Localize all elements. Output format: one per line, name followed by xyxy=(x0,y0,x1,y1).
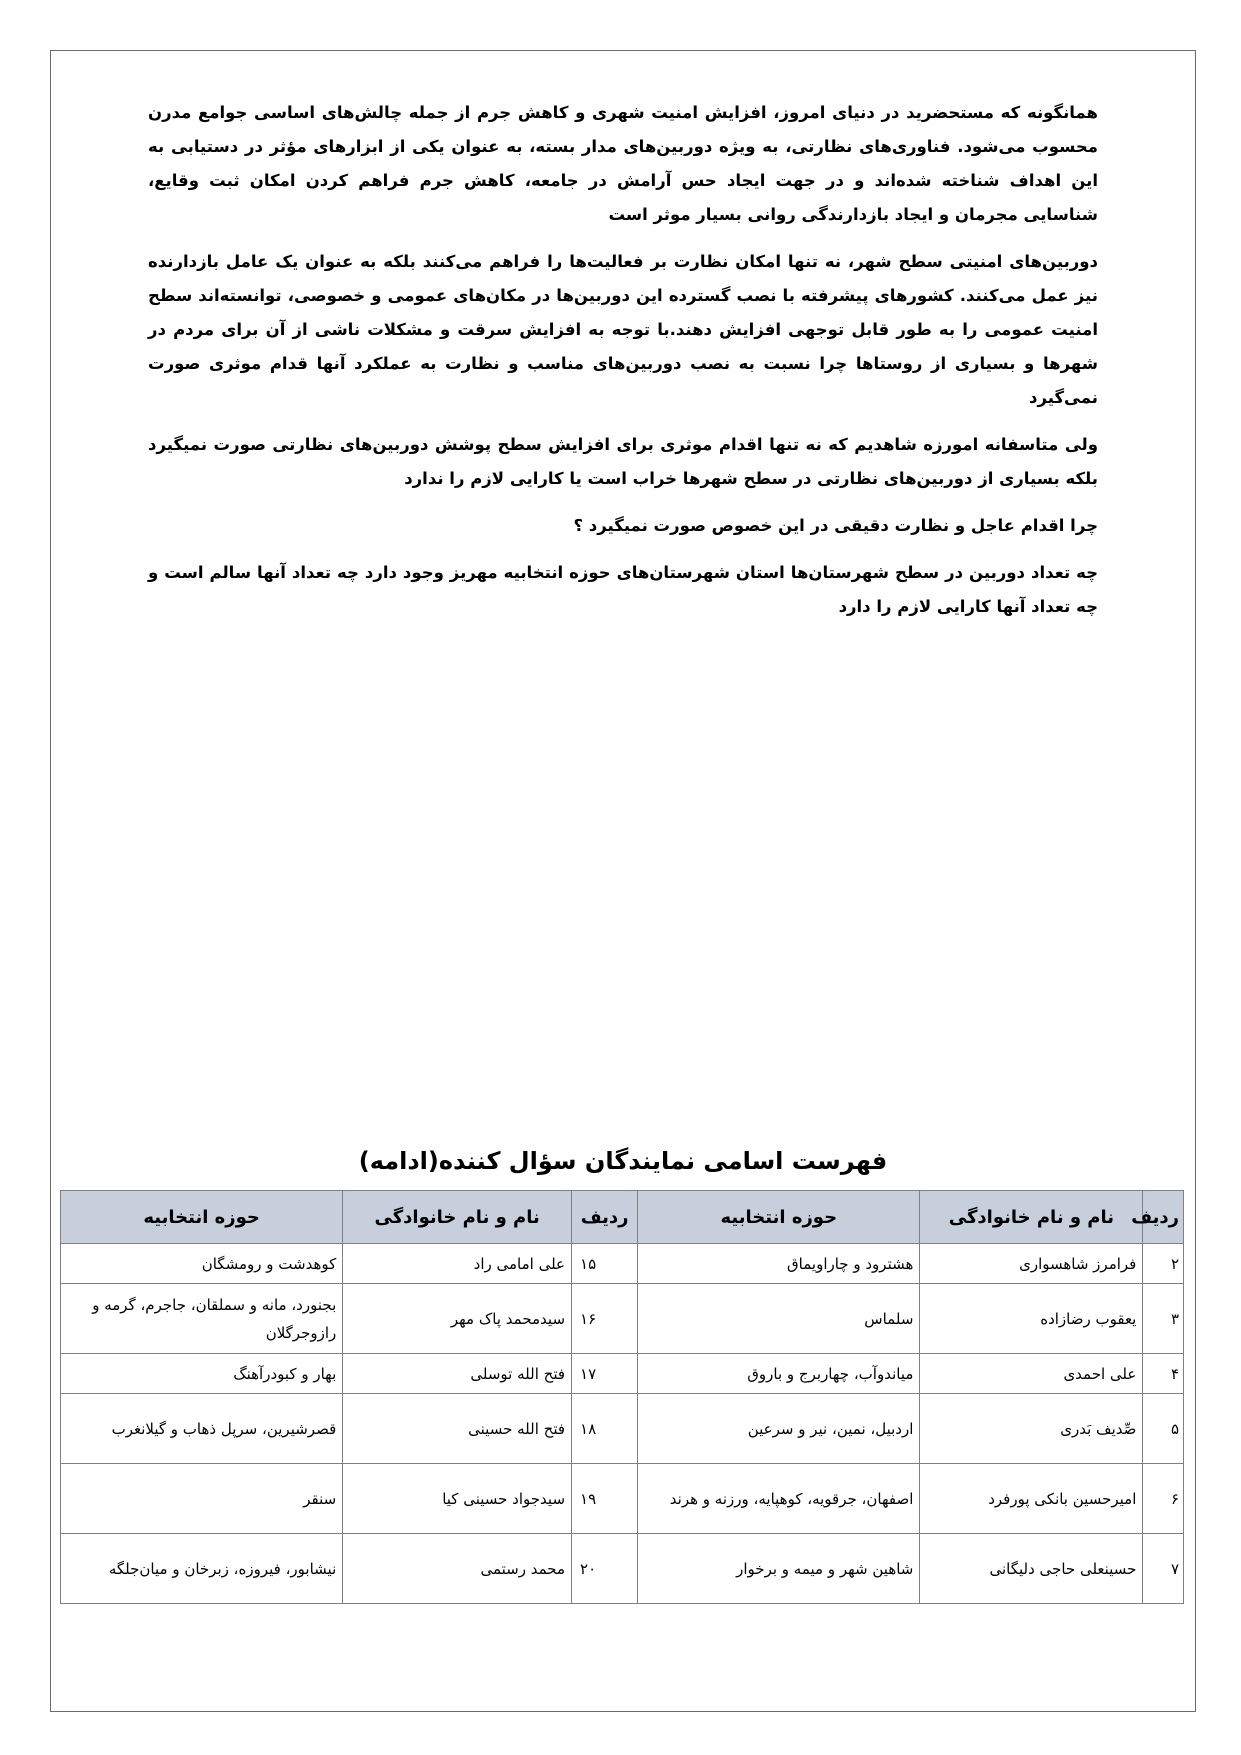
member-name: سیدجواد حسینی کیا xyxy=(343,1464,572,1534)
member-district: شاهین شهر و میمه و برخوار xyxy=(638,1534,920,1604)
member-district: نیشابور، فیروزه، زبرخان و میان‌جلگه xyxy=(61,1534,343,1604)
table-row xyxy=(61,1534,1184,1604)
row-number: ۵ xyxy=(1143,1394,1184,1464)
table-header-row xyxy=(61,1191,1184,1244)
paragraph-question-2: چه تعداد دوربین در سطح شهرستان‌ها استان شهرستان‌های حوزه انتخابیه مهریز وجود دارد چه تعداد آنها سالم است و چه تعداد آنها کارایی لازم را دارد xyxy=(148,563,1098,616)
paragraph-intro: همانگونه که مستحضرید در دنیای امروز، افزایش امنیت شهری و کاهش جرم از جمله چالش‌های اساسی جوامع مدرن محسوب می‌شود. فناوری‌های نظارتی، به ویژه دوربین‌های مدار بسته، به عنوان یکی از ابزارهای مؤثر در دستیابی به این اهداف شناخته شده‌اند و در جهت ایجاد حس آرامش در جامعه، کاهش جرم فراهم کردن امکان ثبت وقایع، شناسایی مجرمان و ایجاد بازدارندگی روانی بسیار موثر است xyxy=(148,103,1098,224)
paragraph-question-1: چرا اقدام عاجل و نظارت دقیقی در این خصوص صورت نمیگیرد ؟ xyxy=(573,516,1098,535)
table-row xyxy=(61,1354,1184,1394)
member-district: سنقر xyxy=(61,1464,343,1534)
member-name: صِّدیف بَدری xyxy=(920,1394,1143,1464)
member-district: بجنورد، مانه و سملقان، جاجرم، گرمه و رازوجرگلان xyxy=(61,1284,343,1354)
header-row-number-2: ردیف xyxy=(572,1191,638,1244)
table-title: فهرست اسامی نمایندگان سؤال کننده(ادامه) xyxy=(358,1147,888,1175)
member-district: سلماس xyxy=(638,1284,920,1354)
member-name: محمد رستمی xyxy=(343,1534,572,1604)
member-name: امیرحسین بانکی پورفرد xyxy=(920,1464,1143,1534)
header-name: نام و نام خانوادگی xyxy=(920,1191,1143,1244)
member-district: اصفهان، جرقویه، کوهپایه، ورزنه و هرند xyxy=(638,1464,920,1534)
member-district: قصرشیرین، سرپل ذهاب و گیلانغرب xyxy=(61,1394,343,1464)
header-district: حوزه انتخابیه xyxy=(638,1191,920,1244)
member-name: علی احمدی xyxy=(920,1354,1143,1394)
row-number: ۴ xyxy=(1143,1354,1184,1394)
table-row xyxy=(61,1284,1184,1354)
member-name: فرامرز شاهسواری xyxy=(920,1244,1143,1284)
row-number: ۷ xyxy=(1143,1534,1184,1604)
member-name: فتح الله توسلی xyxy=(343,1354,572,1394)
row-number: ۱۷ xyxy=(572,1354,638,1394)
member-name: علی امامی راد xyxy=(343,1244,572,1284)
member-name: سیدمحمد پاک مهر xyxy=(343,1284,572,1354)
representatives-table xyxy=(60,1190,1184,1604)
member-district: اردبیل، نمین، نیر و سرعین xyxy=(638,1394,920,1464)
header-name-2: نام و نام خانوادگی xyxy=(343,1191,572,1244)
table-row xyxy=(61,1244,1184,1284)
member-district: میاندوآب، چهاربرج و باروق xyxy=(638,1354,920,1394)
row-number: ۱۹ xyxy=(572,1464,638,1534)
member-name: حسینعلی حاجی دلیگانی xyxy=(920,1534,1143,1604)
header-row-number: ردیف xyxy=(1143,1191,1184,1244)
header-district-2: حوزه انتخابیه xyxy=(61,1191,343,1244)
row-number: ۱۸ xyxy=(572,1394,638,1464)
row-number: ۳ xyxy=(1143,1284,1184,1354)
member-name: فتح الله حسینی xyxy=(343,1394,572,1464)
member-district: بهار و کبودرآهنگ xyxy=(61,1354,343,1394)
table-row xyxy=(61,1394,1184,1464)
member-name: یعقوب رضازاده xyxy=(920,1284,1143,1354)
row-number: ۶ xyxy=(1143,1464,1184,1534)
row-number: ۲ xyxy=(1143,1244,1184,1284)
member-district: کوهدشت و رومشگان xyxy=(61,1244,343,1284)
row-number: ۱۶ xyxy=(572,1284,638,1354)
letter-body xyxy=(148,96,1098,637)
row-number: ۲۰ xyxy=(572,1534,638,1604)
paragraph-problem: ولی متاسفانه امورزه شاهدیم که نه تنها اقدام موثری برای افزایش سطح پوشش دوربین‌های نظارتی صورت نمیگیرد بلکه بسیاری از دوربین‌های نظارتی در سطح شهرها خراب است یا کارایی لازم را ندارد xyxy=(148,435,1098,488)
paragraph-cameras: دوربین‌های امنیتی سطح شهر، نه تنها امکان نظارت بر فعالیت‌ها را فراهم می‌کنند بلکه به عنوان یک عامل بازدارنده نیز عمل می‌کنند. کشورهای پیشرفته با نصب گسترده این دوربین‌ها در مکان‌های عمومی و خصوصی، توانسته‌اند سطح امنیت عمومی را به طور قابل توجهی افزایش دهند.با توجه به افزایش سرقت و مشکلات ناشی از آن برای مردم در شهرها و بسیاری از روستاها چرا نسبت به نصب دوربین‌های مناسب و نظارت به عملکرد آنها قدام موثری صورت نمی‌گیرد xyxy=(148,252,1098,407)
member-district: هشترود و چاراویماق xyxy=(638,1244,920,1284)
row-number: ۱۵ xyxy=(572,1244,638,1284)
table-row xyxy=(61,1464,1184,1534)
